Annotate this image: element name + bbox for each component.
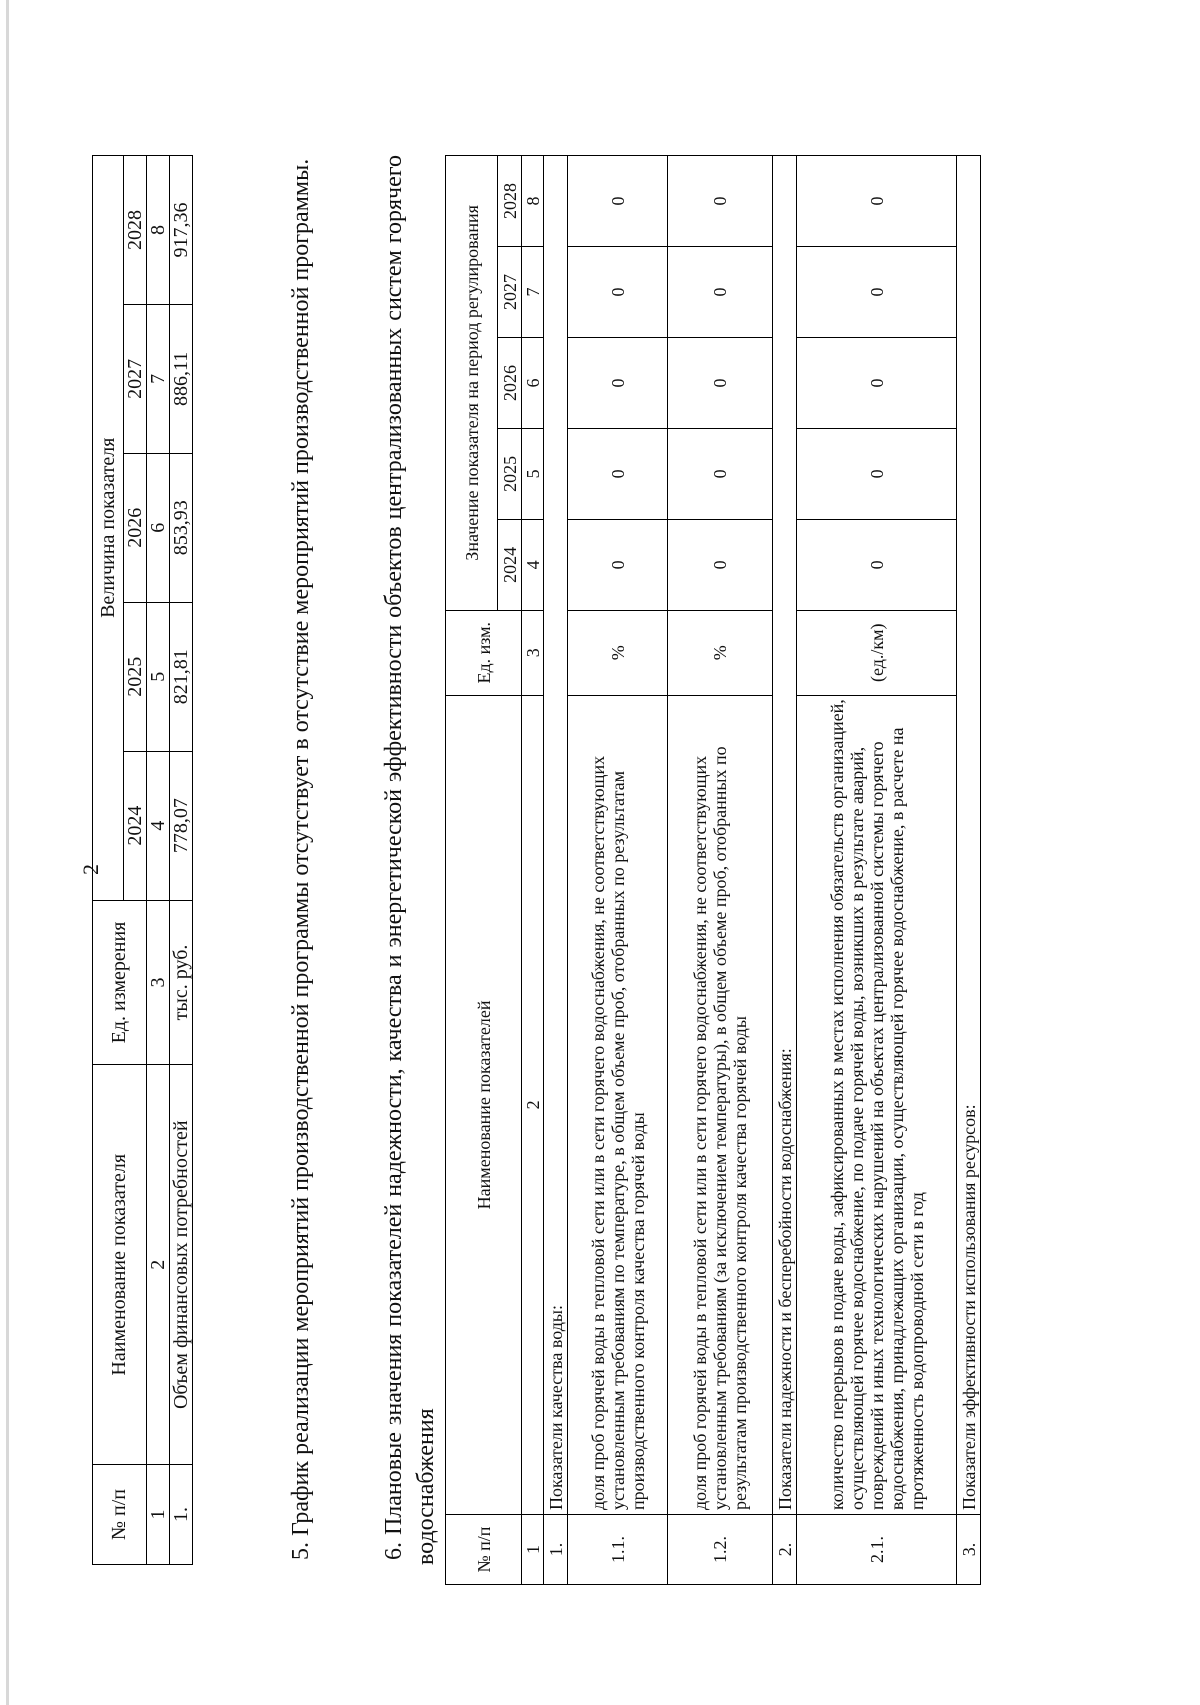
year-2027: 2027	[124, 304, 147, 453]
header-num: № п/п	[93, 1465, 147, 1565]
header-value-group: Значение показателя на период регулирования	[446, 156, 498, 611]
value-cell: 0	[668, 247, 773, 338]
row-num: 3.	[957, 1515, 981, 1585]
indicators-table	[445, 155, 981, 1585]
section-title: Показатели надежности и бесперебойности водоснабжения:	[773, 156, 797, 1515]
table-row	[668, 156, 773, 1585]
index-row	[522, 156, 544, 1585]
header-name: Наименование показателей	[446, 695, 522, 1514]
value-cell: 0	[797, 337, 957, 428]
value-cell: 0	[797, 156, 957, 247]
index-cell: 6	[147, 453, 170, 602]
value-cell: 778,07	[170, 751, 193, 900]
row-num: 1.	[544, 1515, 568, 1585]
row-name: доля проб горячей воды в тепловой сети или в сети горячего водоснабжения, не соответствующих установленным требованиям по температуре, в общем объеме проб, отобранных по результатам производственного контроля качества горячей воды	[568, 695, 668, 1514]
section-6-heading: 6. Плановые значения показателей надежности, качества и энергетической эффективности объектов централизованных систем горячего водоснабжения	[381, 155, 439, 1565]
table-row	[170, 156, 193, 1565]
year-2028: 2028	[498, 156, 522, 247]
year-2026: 2026	[498, 337, 522, 428]
section-row	[957, 156, 981, 1585]
page-number: 2	[78, 864, 103, 875]
table-row	[797, 156, 957, 1585]
value-cell: 853,93	[170, 453, 193, 602]
year-2025: 2025	[124, 602, 147, 751]
value-cell: 0	[568, 337, 668, 428]
index-cell: 4	[522, 519, 544, 610]
index-cell: 2	[147, 1065, 170, 1465]
index-cell: 8	[522, 156, 544, 247]
header-value-group: Величина показателя	[93, 156, 124, 901]
index-cell: 8	[147, 156, 170, 305]
row-name: доля проб горячей воды в тепловой сети или в сети горячего водоснабжения, не соответствующих установленным требованиям (за исключением температуры), в общем объеме проб, отобранных по результатам производственного контроля качества горячей воды	[668, 695, 773, 1514]
row-num: 1.1.	[568, 1515, 668, 1585]
value-cell: 0	[568, 247, 668, 338]
row-num: 2.1.	[797, 1515, 957, 1585]
index-cell: 3	[147, 900, 170, 1065]
year-2025: 2025	[498, 428, 522, 519]
value-cell: 0	[797, 428, 957, 519]
index-cell: 3	[522, 610, 544, 695]
table-row	[568, 156, 668, 1585]
index-row	[147, 156, 170, 1565]
year-2027: 2027	[498, 247, 522, 338]
row-unit: %	[568, 610, 668, 695]
value-cell: 0	[668, 156, 773, 247]
financial-needs-table	[92, 155, 193, 1565]
header-unit: Ед. измерения	[93, 900, 147, 1065]
index-cell: 7	[522, 247, 544, 338]
header-num: № п/п	[446, 1515, 522, 1585]
index-cell: 6	[522, 337, 544, 428]
index-cell: 5	[147, 602, 170, 751]
value-cell: 821,81	[170, 602, 193, 751]
row-name: количество перерывов в подаче воды, зафиксированных в местах исполнения обязательств организацией, осуществляющей горячее водоснабжение, по подаче горячей воды, возникших в результате аварий, повреждений и иных технологических нарушений на объектах централизованной системы горячего водоснабжения, принадлежащих организации, осуществляющей горячее водоснабжение, в расчете на протяженность водопроводной сети в год	[797, 695, 957, 1514]
index-cell: 5	[522, 428, 544, 519]
header-unit: Ед. изм.	[446, 610, 522, 695]
row-unit: тыс. руб.	[170, 900, 193, 1065]
index-cell: 1	[147, 1465, 170, 1565]
index-cell: 7	[147, 304, 170, 453]
section-title: Показатели качества воды:	[544, 156, 568, 1515]
row-unit: %	[668, 610, 773, 695]
section-row	[773, 156, 797, 1585]
value-cell: 0	[568, 519, 668, 610]
section-5-text: 5. График реализации мероприятий производственной программы отсутствует в отсутствие мероприятий производственной программы.	[288, 158, 314, 1560]
year-2028: 2028	[124, 156, 147, 305]
row-unit: (ед./км)	[797, 610, 957, 695]
year-2024: 2024	[124, 751, 147, 900]
value-cell: 0	[668, 519, 773, 610]
year-2024: 2024	[498, 519, 522, 610]
value-cell: 0	[797, 519, 957, 610]
year-2026: 2026	[124, 453, 147, 602]
row-num: 1.	[170, 1465, 193, 1565]
section-row	[544, 156, 568, 1585]
row-name: Объем финансовых потребностей	[170, 1065, 193, 1465]
index-cell: 4	[147, 751, 170, 900]
value-cell: 0	[668, 428, 773, 519]
value-cell: 0	[797, 247, 957, 338]
value-cell: 0	[568, 428, 668, 519]
section-title: Показатели эффективности использования ресурсов:	[957, 156, 981, 1515]
value-cell: 0	[568, 156, 668, 247]
value-cell: 0	[668, 337, 773, 428]
value-cell: 917,36	[170, 156, 193, 305]
row-num: 2.	[773, 1515, 797, 1585]
value-cell: 886,11	[170, 304, 193, 453]
index-cell: 2	[522, 695, 544, 1514]
header-name: Наименование показателя	[93, 1065, 147, 1465]
row-num: 1.2.	[668, 1515, 773, 1585]
index-cell: 1	[522, 1515, 544, 1585]
